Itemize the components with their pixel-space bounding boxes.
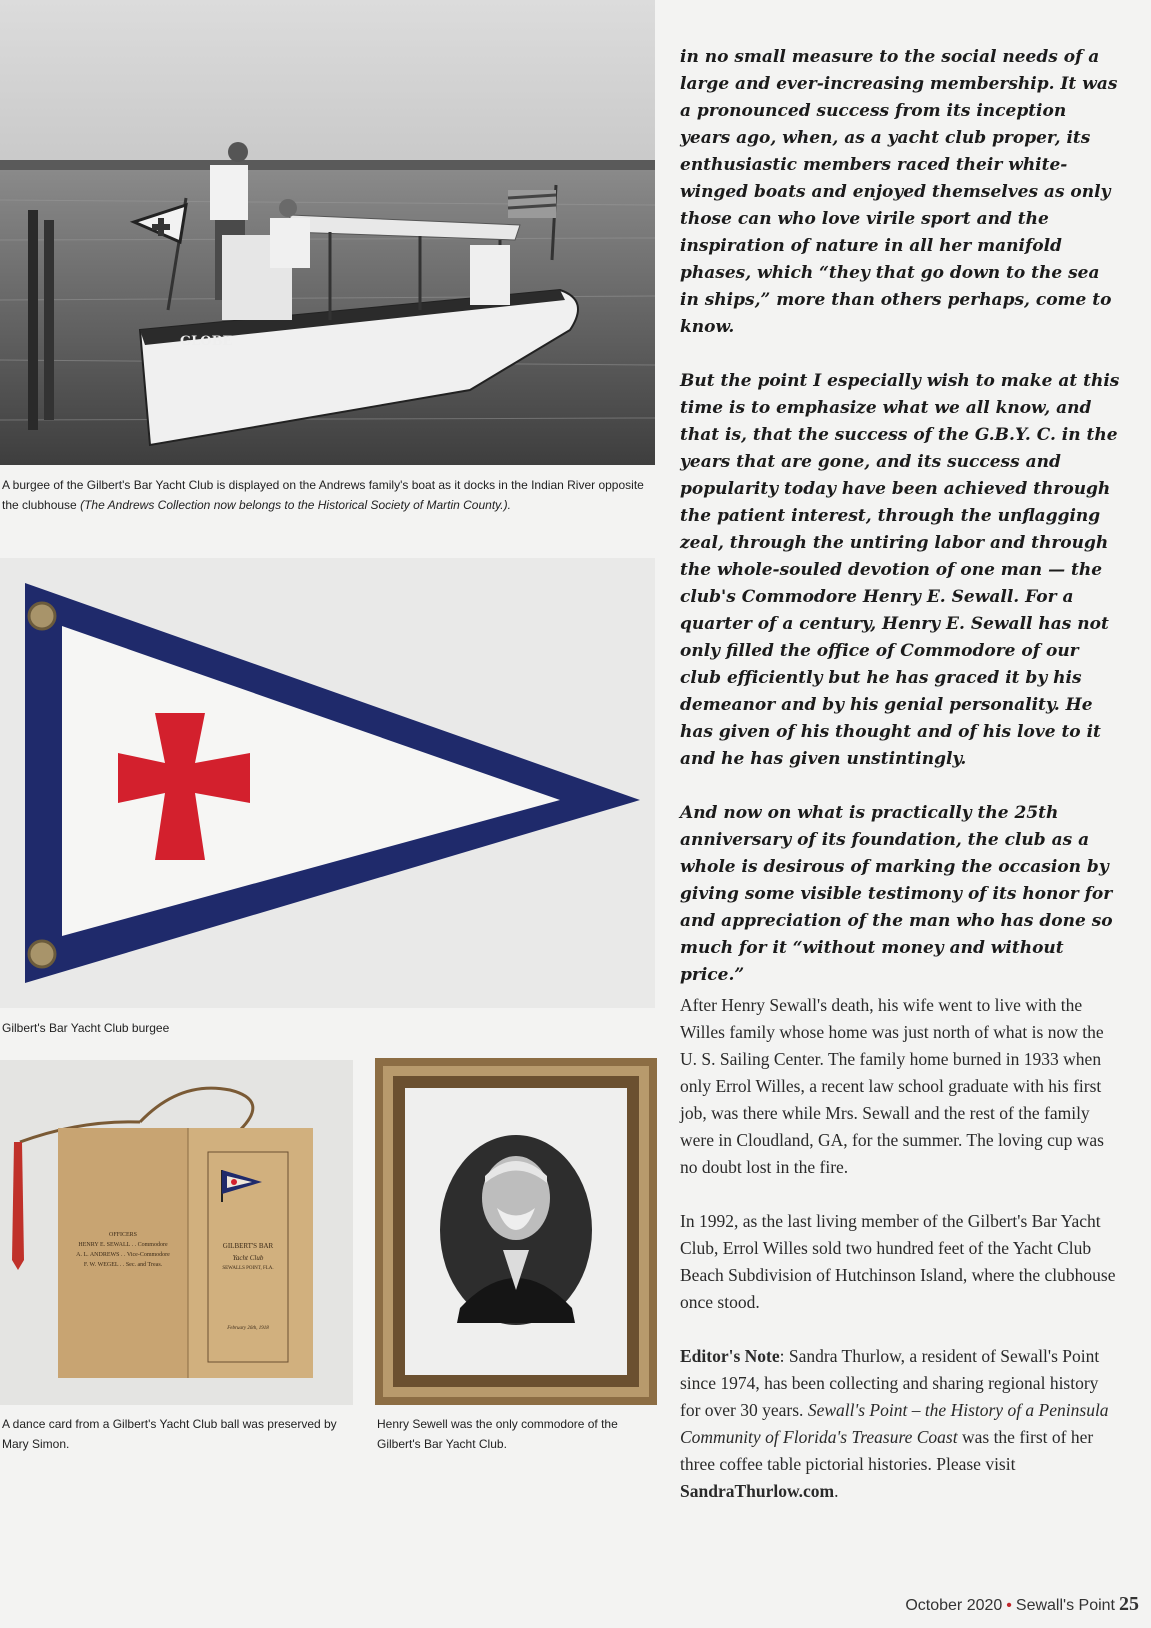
boat-caption-text: A burgee of the Gilbert's Bar Yacht Club is displayed on the Andrews family's boat as it docks in the Indian River opposite the clubhouse (2, 478, 644, 512)
boat-caption (2, 475, 652, 515)
dance-card-cover-text (210, 1240, 286, 1334)
boat-photo (0, 0, 655, 465)
burgee-caption: Gilbert's Bar Yacht Club burgee (2, 1021, 170, 1035)
boat-caption-credit: (The Andrews Collection now belongs to the Historical Society of Martin County.). (80, 498, 511, 512)
dance-card-officer: F. W. WEGEL . . Sec. and Treas. (83, 1262, 163, 1268)
dance-card-date: February 26th, 1918 (227, 1326, 269, 1331)
portrait-caption: Henry Sewell was the only commodore of the Gilbert's Bar Yacht Club. (377, 1417, 618, 1451)
bullet-icon: • (1006, 1597, 1012, 1614)
boat-name-text: GLOBE (180, 334, 233, 349)
page-number: 25 (1119, 1593, 1139, 1615)
quote-paragraph-2: But the point I especially wish to make at this time is to emphasize what we all know, and that is, that the success of the G.B.Y. C. in the years that are gone, and its success and popularity today have been achieved through the patient interest, through the unflagging zeal, through the untiring labor and through the whole-souled devotion of one man — the club's Commodore Henry E. Sewall. For a quarter of a century, Henry E. Sewall has not only filled the office of Commodore of our club efficiently but he has graced it by his demeanor and by his genial personality. He has given of his thought and of his love to it and he has given unstintingly. (680, 371, 1120, 769)
portrait-photo (375, 1058, 657, 1405)
dance-card-officers (62, 1230, 184, 1270)
dance-card-location: SEWALLS POINT, FLA. (222, 1266, 274, 1271)
editors-note (680, 1343, 1120, 1505)
dance-card-officer: HENRY E. SEWALL . . Commodore (78, 1242, 168, 1248)
editors-note-text-2: was the first of her three coffee table pictorial histories. Please visit (680, 1427, 1094, 1474)
burgee-photo (0, 558, 655, 1008)
dance-card-club-name: GILBERT'S BAR (222, 1242, 274, 1250)
page-footer (905, 1593, 1139, 1616)
editors-note-book-title: Sewall's Point – the History of a Peninsula Community of Florida's Treasure Coast (680, 1400, 1109, 1447)
editors-note-text-1: : Sandra Thurlow, a resident of Sewall's Point since 1974, has been collecting and sharing regional history for over 30 years. (680, 1346, 1100, 1420)
body-paragraph-1: After Henry Sewall's death, his wife went to live with the Willes family whose home was just north of what is now the U. S. Sailing Center. The family home burned in 1933 when only Errol Willes, a recent law school graduate with his first job, was there while Mrs. Sewall and the rest of the family were in Cloudland, GA, for the summer. The loving cup was no doubt lost in the fire. (680, 995, 1104, 1177)
quote-paragraph-3: And now on what is practically the 25th anniversary of its foundation, the club as a whole is desirous of marking the occasion by giving some visible testimony of its honor for and appreciation of the man who has done so much for it “without money and without price.” (680, 803, 1113, 985)
boat-photo-image (0, 0, 655, 465)
editors-note-website-link[interactable]: SandraThurlow.com (680, 1481, 835, 1501)
dance-card-officer: A. L. ANDREWS . . Vice-Commodore (76, 1252, 170, 1258)
quote-paragraph-1: in no small measure to the social needs of a large and ever-increasing membership. It was a pronounced success from its inception years ago, when, as a yacht club proper, its enthusiastic members raced their white-winged boats and enjoyed themselves as only those can who love virile sport and the inspiration of nature in all her manifold phases, which “they that go down to the sea in ships,” more than others perhaps, come to know. (680, 47, 1118, 337)
editors-note-end: . (834, 1481, 839, 1501)
dance-card-officers-heading: OFFICERS (108, 1232, 137, 1238)
dance-card-photo (0, 1060, 353, 1405)
article-quote (680, 44, 1120, 989)
portrait-image (375, 1058, 657, 1405)
footer-issue: October 2020 (905, 1597, 1003, 1614)
body-paragraph-2: In 1992, as the last living member of the Gilbert's Bar Yacht Club, Errol Willes sold two hundred feet of the Yacht Club Beach Subdivision of Hutchinson Island, where the clubhouse once stood. (680, 1211, 1116, 1312)
article-body (680, 992, 1120, 1505)
footer-publication: Sewall's Point (1015, 1597, 1115, 1614)
dance-card-club-sub: Yacht Club (232, 1254, 264, 1262)
burgee-flag-image (0, 558, 655, 1008)
dance-card-caption: A dance card from a Gilbert's Yacht Club ball was preserved by Mary Simon. (2, 1417, 337, 1451)
editors-note-label: Editor's Note (680, 1346, 780, 1366)
